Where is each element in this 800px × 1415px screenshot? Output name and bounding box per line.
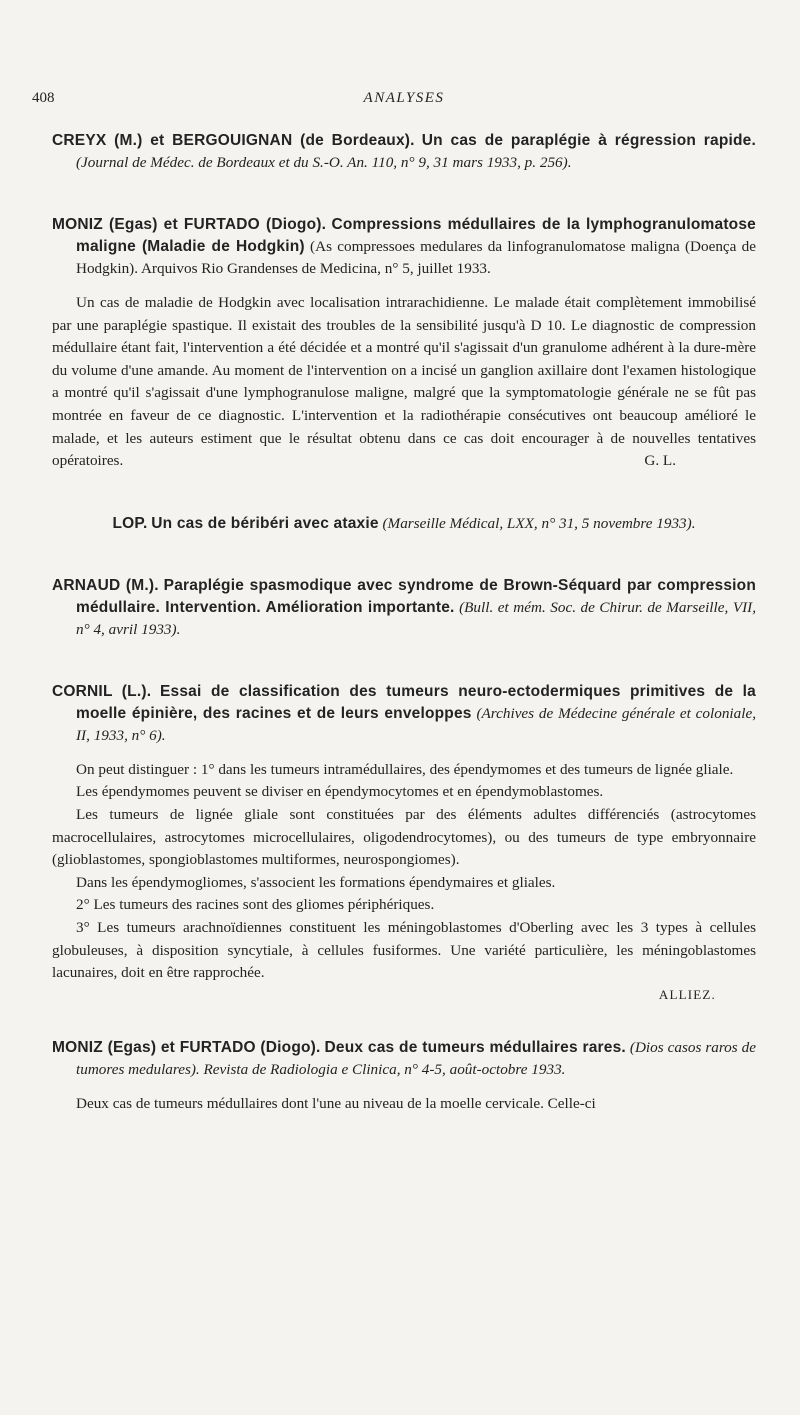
reference	[52, 214, 756, 280]
page-number: 408	[32, 90, 55, 106]
review-entry	[52, 214, 756, 473]
abstract-paragraph: Dans les épendymogliomes, s'associent les formations épendymaires et gliales.	[76, 873, 556, 891]
abstract-text: Un cas de maladie de Hodgkin avec localisation intrarachidienne. Le malade était complètement immobilisé par une paraplégie spastique. Il existait des troubles de la sensibilité jusqu'à D 10. Le diagnostic de compression médullaire étant fait, l'intervention a été décidée et a montré qu'il s'agissait d'un granulome adhérent à la dure-mère du volume d'une amande. Au moment de l'intervention on a incisé un ganglion axillaire dont l'examen histologique a montré qu'il s'agissait d'une lymphogranulose maligne, malgré que la symptomatologie générale ne se fût pas montrée en faveur de ce diagnostic. L'intervention et la radiothérapie consécutives ont beaucoup amélioré le malade, et les auteurs estiment que le résultat obtenu dans ce cas doit encourager à de nouvelles tentatives opératoires.	[52, 294, 756, 470]
entry-title: Compressions médullaires de la lymphogranulomatose maligne (Maladie de Hodgkin)	[76, 216, 756, 255]
entry-source: (Marseille Médical, LXX, n° 31, 5 novembre 1933).	[382, 514, 696, 532]
abstract-paragraph: 2° Les tumeurs des racines sont des gliomes périphériques.	[76, 896, 435, 914]
page-header	[32, 90, 756, 118]
abstract-paragraph: Deux cas de tumeurs médullaires dont l'une au niveau de la moelle cervicale. Celle-ci	[76, 1094, 596, 1112]
entry-title: Essai de classification des tumeurs neuro-ectodermiques primitives de la moelle épinière, des racines et de leurs enveloppes	[76, 682, 757, 722]
entry-source: (Archives de Médecine générale et coloniale, II, 1933, n° 6).	[76, 704, 756, 744]
abstract-paragraph: 3° Les tumeurs arachnoïdiennes constituent les méningoblastomes d'Oberling avec les 3 types à cellules globuleuses, à disposition syncytiale, à cellules fusiformes. Une variété particulière, les méningoblastomes lacunaires, doit en être rapprochée.	[52, 918, 756, 982]
review-entry	[52, 130, 756, 174]
reference	[52, 130, 756, 174]
entry-title: Paraplégie spasmodique avec syndrome de Brown-Séquard par compression médullaire. Intervention. Amélioration importante.	[76, 576, 756, 616]
entry-authors: MONIZ (Egas) et FURTADO (Diogo).	[52, 1038, 321, 1056]
page	[32, 90, 757, 1115]
review-entry	[52, 575, 756, 641]
review-entry	[52, 513, 756, 535]
entry-authors: CREYX (M.) et BERGOUIGNAN (de Bordeaux).	[52, 132, 415, 149]
entry-title: Un cas de béribéri avec ataxie	[151, 514, 379, 532]
reference	[52, 1037, 756, 1081]
reviewer-signature: G. L.	[644, 452, 676, 470]
entry-authors: CORNIL (L.).	[52, 682, 152, 700]
reviewer-signature: ALLIEZ.	[658, 986, 716, 1002]
running-title: ANALYSES	[363, 90, 445, 106]
entry-source: (Bull. et mém. Soc. de Chirur. de Marseille, VII, n° 4, avril 1933).	[76, 598, 757, 638]
reference	[52, 575, 756, 641]
entry-authors: LOP.	[112, 514, 148, 532]
entry-source: (As compressoes medulares da linfogranulomatose maligna (Doença de Hodgkin). Arquivos Rio Grandenses de Medicina, n° 5, juillet 1933.	[76, 238, 757, 277]
entry-title: Deux cas de tumeurs médullaires rares.	[324, 1038, 626, 1056]
entry-authors: MONIZ (Egas) et FURTADO (Diogo).	[52, 216, 327, 233]
abstract-paragraph: On peut distinguer : 1° dans les tumeurs intramédullaires, des épendymomes et des tumeurs de lignée gliale.	[76, 760, 734, 778]
entry-authors: ARNAUD (M.).	[52, 576, 159, 594]
entry-title: Un cas de paraplégie à régression rapide.	[421, 132, 756, 149]
reference	[52, 513, 756, 535]
abstract-paragraph: Les tumeurs de lignée gliale sont constituées par des éléments adultes différenciés (astrocytomes macrocellulaires, astrocytomes microcellulaires, oligodendrocytomes), ou des tumeurs de type embryonnaire (glioblastomes, spongioblastomes multiformes, neurospongiomes).	[52, 805, 756, 869]
entry-source: (Journal de Médec. de Bordeaux et du S.-O. An. 110, n° 9, 31 mars 1933, p. 256).	[76, 154, 572, 171]
review-entry	[52, 1037, 756, 1116]
entry-source: (Dios casos raros de tumores medulares). Revista de Radiologia e Clinica, n° 4-5, août-octobre 1933.	[76, 1038, 756, 1078]
abstract-paragraph: Les épendymomes peuvent se diviser en épendymocytomes et en épendymoblastomes.	[76, 783, 604, 801]
abstract-paragraph	[52, 292, 756, 473]
review-entry	[52, 681, 756, 1005]
reference	[52, 681, 756, 747]
